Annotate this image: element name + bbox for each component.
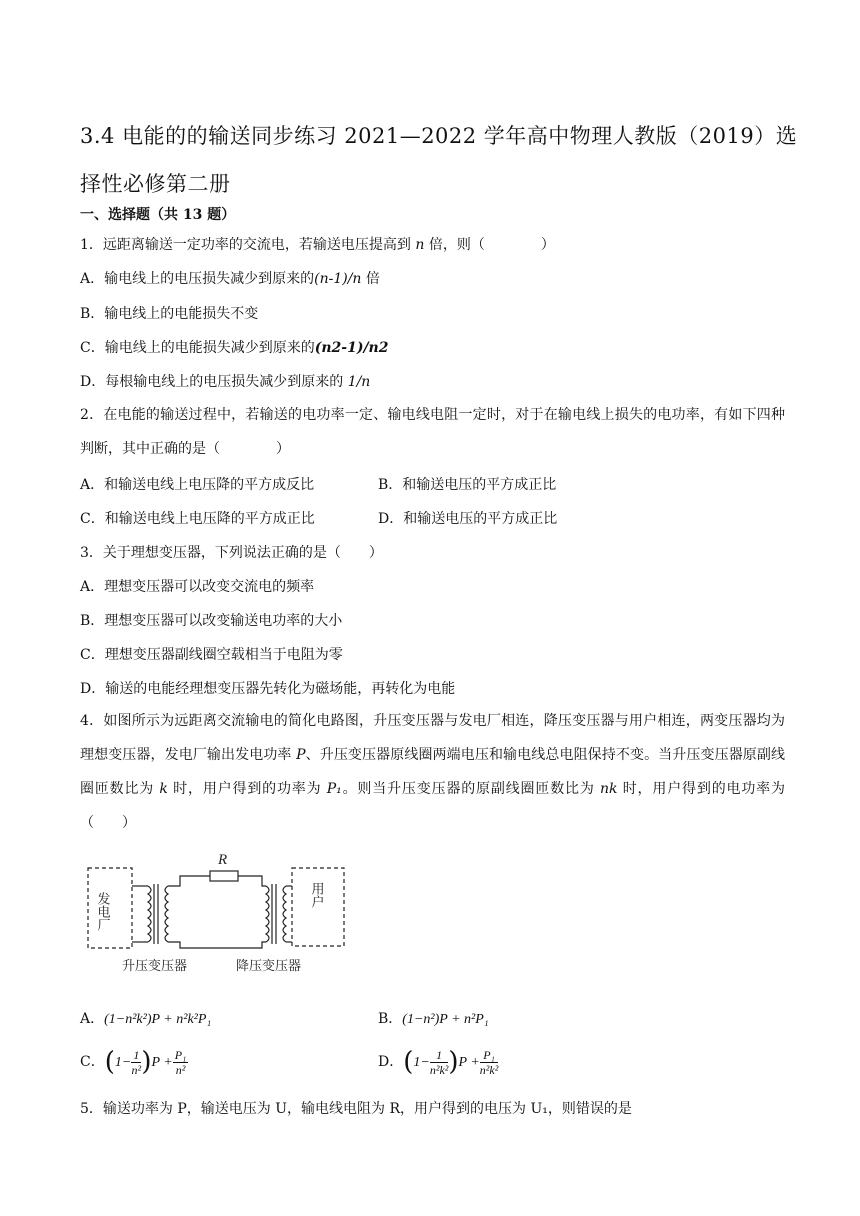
- step-up-primary-coil: [148, 886, 151, 942]
- question-2-option-a[interactable]: A．和输送电线上电压降的平方成反比: [80, 477, 315, 493]
- power-plant-label: 发电厂: [94, 892, 110, 931]
- question-3-option-d[interactable]: D．输送的电能经理想变压器先转化为磁场能，再转化为电能: [80, 681, 456, 697]
- question-3-option-a[interactable]: A．理想变压器可以改变交流电的频率: [80, 579, 315, 595]
- user-label: 用户: [308, 882, 324, 908]
- question-2-option-b[interactable]: B．和输送电压的平方成正比: [378, 477, 557, 493]
- question-1-option-a[interactable]: A．输电线上的电压损失减少到原来的(n-1)/n 倍: [80, 271, 380, 287]
- question-1-stem: 1．远距离输送一定功率的交流电，若输送电压提高到 n 倍，则（ ）: [80, 237, 555, 253]
- question-4-option-a[interactable]: A．(1−n²k²)P + n²k²P₁: [80, 1011, 212, 1027]
- question-4-option-c[interactable]: C．(1− $\frac{1}{\text{n²}}$ )P + $\frac{\text{P₁}}{\text{n²}}$: [80, 1047, 187, 1077]
- question-4-option-d[interactable]: D．(1− $\frac{1}{\text{n²k²}}$ )P + $\frac{\text{P₁}}{\text{n²k²}}$: [378, 1047, 499, 1077]
- step-down-secondary-coil: [283, 886, 286, 942]
- step-down-label: 降压变压器: [236, 959, 302, 974]
- question-2-option-c[interactable]: C．和输送电线上电压降的平方成正比: [80, 511, 315, 527]
- question-4-option-b[interactable]: B．(1−n²)P + n²P₁: [378, 1011, 489, 1027]
- question-2-stem: 2．在电能的输送过程中，若输送的电功率一定、输电线电阻一定时，对于在输电线上损失的电功率，有如下四种判断，其中正确的是（ ）: [80, 407, 785, 457]
- question-1-option-c[interactable]: C．输电线上的电能损失减少到原来的(n2-1)/n2: [80, 340, 389, 356]
- step-up-label: 升压变压器: [122, 959, 188, 974]
- question-3-option-c[interactable]: C．理想变压器副线圈空载相当于电阻为零: [80, 647, 343, 663]
- page-title: 3.4 电能的的输送同步练习 2021—2022 学年高中物理人教版（2019）选择性必修第二册: [80, 124, 798, 196]
- section-heading: 一、选择题（共 13 题）: [80, 207, 236, 223]
- question-3-stem: 3．关于理想变压器，下列说法正确的是（ ）: [80, 545, 383, 561]
- question-4-stem: 4．如图所示为远距离交流输电的简化电路图，升压变压器与发电厂相连，降压变压器与用户相连，两变压器均为理想变压器，发电厂输出发电功率 P、升压变压器原线圈两端电压和输电线总电阻保持不变。当升压变压器原副线圈匝数比为 k 时，用户得到的功率为 P₁。则当升压变压器的原副线圈匝数比为 nk 时，用户得到的电功率为（ ）: [80, 713, 786, 831]
- question-3-option-b[interactable]: B．理想变压器可以改变输送电功率的大小: [80, 613, 343, 629]
- question-1-option-d[interactable]: D．每根输电线上的电压损失减少到原来的 1/n: [80, 374, 371, 390]
- question-2-option-d[interactable]: D．和输送电压的平方成正比: [378, 511, 558, 527]
- question-5-stem: 5．输送功率为 P，输送电压为 U，输电线电阻为 R，用户得到的电压为 U₁，则错误的是: [80, 1101, 632, 1117]
- circuit-diagram: [80, 848, 360, 978]
- question-1-option-b[interactable]: B．输电线上的电能损失不变: [80, 306, 259, 322]
- step-up-secondary-coil: [165, 886, 168, 942]
- step-down-primary-coil: [266, 886, 269, 942]
- resistor-label: R: [218, 852, 228, 868]
- resistor-R: [210, 871, 238, 881]
